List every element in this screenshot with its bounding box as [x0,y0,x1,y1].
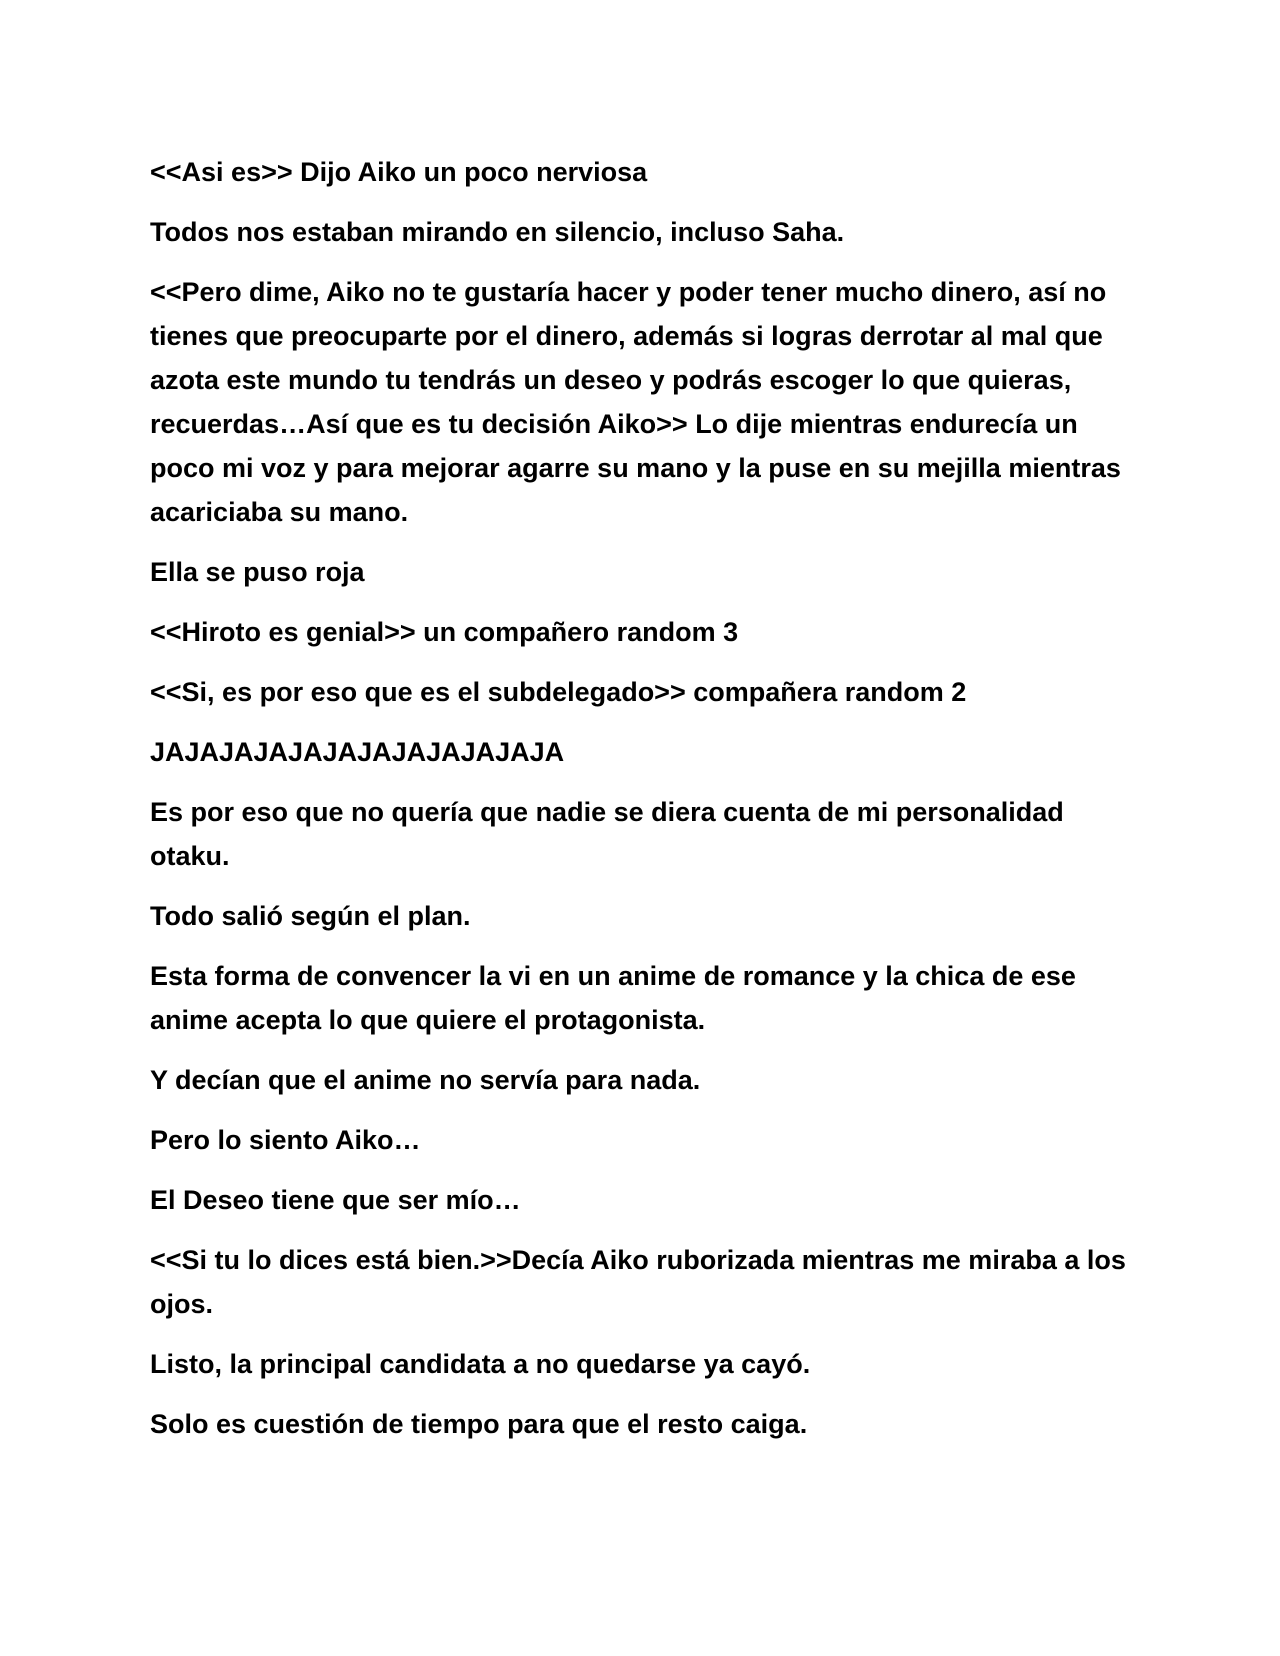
paragraph-13: El Deseo tiene que ser mío… [150,1185,521,1215]
paragraph-2: Todos nos estaban mirando en silencio, incluso Saha. [150,217,845,247]
paragraph-14: <<Si tu lo dices está bien.>>Decía Aiko ruborizada mientras me miraba a los ojos. [150,1245,1126,1319]
paragraph-10: Esta forma de convencer la vi en un anime de romance y la chica de ese anime acepta lo que quiere el protagonista. [150,961,1076,1035]
paragraph-1: <<Asi es>> Dijo Aiko un poco nerviosa [150,157,648,187]
paragraph-7: JAJAJAJAJAJAJAJAJAJAJAJA [150,737,565,767]
paragraph-11: Y decían que el anime no servía para nada. [150,1065,701,1095]
paragraph-4: Ella se puso roja [150,557,365,587]
paragraph-16: Solo es cuestión de tiempo para que el resto caiga. [150,1409,808,1439]
paragraph-9: Todo salió según el plan. [150,901,471,931]
document-body [150,150,1140,1462]
paragraph-3: <<Pero dime, Aiko no te gustaría hacer y poder tener mucho dinero, así no tienes que preocuparte por el dinero, además si logras derrotar al mal que azota este mundo tu tendrás un deseo y podrás escoger lo que quieras, recuerdas…Así que es tu decisión Aiko>> Lo dije mientras endurecía un poco mi voz y para mejorar agarre su mano y la puse en su mejilla mientras acariciaba su mano. [150,277,1121,527]
paragraph-15: Listo, la principal candidata a no quedarse ya cayó. [150,1349,811,1379]
paragraph-5: <<Hiroto es genial>> un compañero random 3 [150,617,739,647]
paragraph-12: Pero lo siento Aiko… [150,1125,421,1155]
paragraph-8: Es por eso que no quería que nadie se diera cuenta de mi personalidad otaku. [150,797,1064,871]
paragraph-6: <<Si, es por eso que es el subdelegado>> compañera random 2 [150,677,967,707]
